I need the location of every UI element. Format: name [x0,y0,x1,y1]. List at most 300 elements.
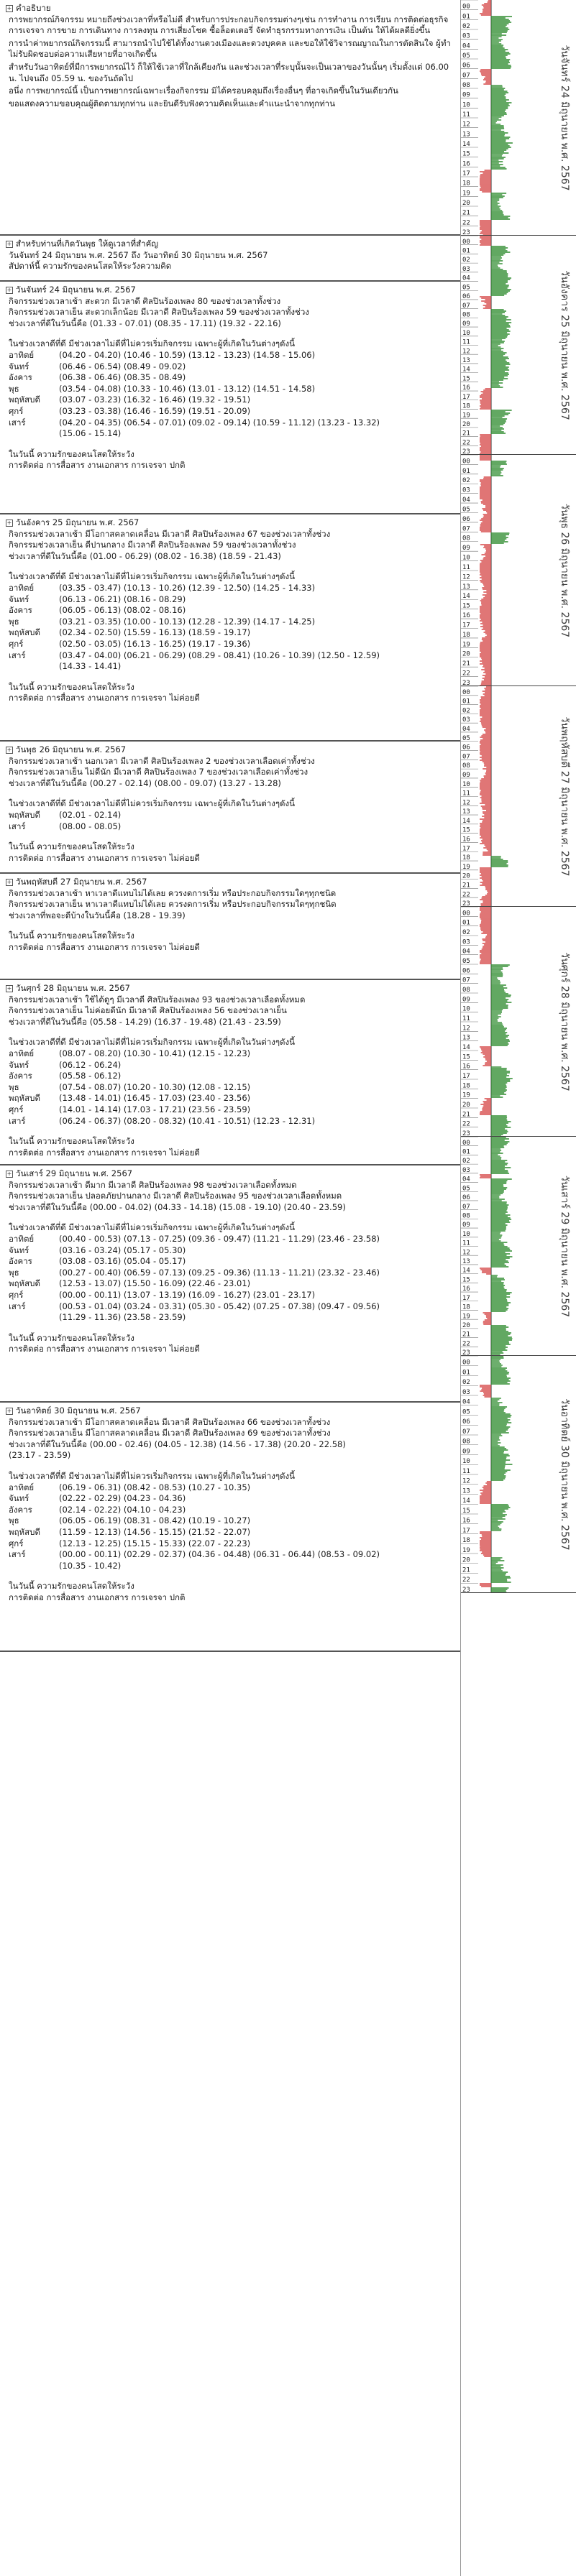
hour-label: 20 [462,199,470,207]
slot-day-name: เสาร์ [9,417,26,428]
hour-label: 21 [462,1331,470,1339]
hour-label: 05 [462,958,470,965]
expand-box-icon[interactable]: + [6,746,12,753]
expand-box-icon[interactable]: + [6,4,12,11]
hour-label: 01 [462,13,470,21]
bad-slot-row [6,1538,456,1550]
day-footer-line: ในวันนี้ ความรักของคนโสดให้ระวัง [9,1136,134,1147]
slot-day-name: จันทร์ [9,594,29,604]
hour-label: 15 [462,375,470,383]
bad-slot-row [6,372,456,384]
hour-label: 14 [462,593,470,601]
slot-day-name: ศุกร์ [9,1538,24,1548]
chart-day-label: วันจันทร์ 24 มิถุนายน พ.ศ. 2567 [559,45,570,191]
hour-label: 04 [462,726,470,734]
slot-day-name: อังคาร [9,372,32,383]
section-title-text: สำหรับท่านที่เกิดวันพุธ ให้ดูเวลาที่สำคัญ [16,239,159,249]
slot-times: (04.20 - 04.20) (10.46 - 10.59) (13.12 - 13.23) (14.58 - 15.06) [59,349,316,360]
slot-day-name: เสาร์ [9,650,26,660]
chart-day-label: วันพฤหัสบดี 27 มิถุนายน พ.ศ. 2567 [559,716,570,877]
bad-slots-heading: ในช่วงเวลาดีที่ดี มีช่วงเวลาไม่ดีที่ไม่ควรเริ่มกิจกรรม เฉพาะผู้ที่เกิดในวันต่างๆดังนี้ [9,1222,295,1233]
hour-label: 19 [462,863,470,871]
hour-label: 02 [462,1158,470,1165]
bad-slot-row [6,1301,456,1313]
spacer [6,562,456,571]
hour-label: 12 [462,1025,470,1033]
hour-label: 12 [462,1477,470,1485]
day-activity-graph [461,1356,576,1593]
bad-slot-row [6,1082,456,1094]
hour-label: 07 [462,1428,470,1436]
slot-times: (04.20 - 04.35) (06.54 - 07.01) (09.02 - 09.14) (10.59 - 11.12) (13.23 - 13.32) [59,417,380,428]
hour-label: 19 [462,1546,470,1554]
slot-times: (12.13 - 12.25) (15.15 - 15.33) (22.07 - 22.23) [59,1538,251,1548]
hour-label: 19 [462,1313,470,1321]
day-title [6,744,456,756]
day-intro-line: ช่วงเวลาที่ดีในวันนี้คือ (01.00 - 06.29) (08.02 - 16.38) (18.59 - 21.43) [9,550,281,561]
slot-day-pad [9,428,59,440]
spacer [6,1571,456,1581]
slot-day-name: อังคาร [9,1504,32,1515]
hour-label: 03 [462,265,470,273]
bad-slot-row [6,1245,456,1257]
slot-day-name: ศุกร์ [9,405,24,416]
day-chart-panel [461,0,576,236]
section-title-text: วันอังคาร 25 มิถุนายน พ.ศ. 2567 [16,517,140,527]
hour-label: 05 [462,52,470,60]
day-footer-line: การติดต่อ การสื่อสาร งานเอกสาร การเจรจา ไม่ค่อยดี [9,693,200,703]
notice-section [0,0,460,236]
hour-label: 18 [462,1303,470,1311]
day-intro-line: ช่วงเวลาที่ดีในวันนี้คือ (00.00 - 02.46) (04.05 - 12.38) (14.56 - 17.38) (20.20 - 22.58) [9,1439,346,1449]
slot-times: (06.12 - 06.24) [59,1059,122,1070]
hour-label: 15 [462,150,470,158]
chart-day-label: วันพุธ 26 มิถุนายน พ.ศ. 2567 [559,503,570,638]
bad-slot-row [6,1116,456,1127]
hour-label: 07 [462,525,470,533]
hour-label: 16 [462,1517,470,1525]
hour-label: 15 [462,1276,470,1284]
slot-day-name: จันทร์ [9,1059,29,1070]
slot-day-name: พฤหัสบดี [9,627,40,638]
spacer [6,673,456,682]
day-chart-panel [461,907,576,1137]
hour-label: 04 [462,1398,470,1406]
hour-label: 09 [462,545,470,553]
bad-slot-row [6,394,456,406]
hour-label: 05 [462,284,470,292]
bad-slot-row [6,1505,456,1516]
hour-label: 18 [462,1082,470,1090]
slot-day-name: พฤหัสบดี [9,394,40,405]
section-title-text: วันอาทิตย์ 30 มิถุนายน พ.ศ. 2567 [16,1405,141,1416]
bad-slot-row [6,1048,456,1060]
hour-label: 17 [462,1294,470,1302]
hour-label: 05 [462,506,470,514]
hour-label: 18 [462,402,470,410]
hour-label: 10 [462,1230,470,1238]
day-section [0,1403,460,1652]
day-section [0,282,460,514]
slot-day-name: อังคาร [9,1071,32,1081]
bad-slot-row [6,1060,456,1071]
hour-label: 21 [462,882,470,890]
hour-label: 17 [462,622,470,629]
day-intro-line: (23.17 - 23.59) [9,1450,71,1461]
notice-paragraph: ขอแสดงความขอบคุณผู้ติดตามทุกท่าน และยินดีรับฟังความคิดเห็นและคำแนะนำจากทุกท่าน [9,98,335,109]
slot-day-name: เสาร์ [9,1549,26,1560]
hour-label: 23 [462,679,470,686]
day-intro-line: กิจกรรมช่วงเวลาเย็น สะดวกเล็กน้อย มีเวลาดี ศิลปินร้องเพลง 59 ของช่วงเวลาทั้งช่วง [9,307,309,318]
bad-slot-row [6,627,456,639]
spacer [6,832,456,841]
hour-label: 12 [462,348,470,356]
slot-times: (08.00 - 08.05) [59,821,122,831]
slot-times: (14.01 - 14.14) (17.03 - 17.21) (23.56 - 23.59) [59,1104,251,1114]
hour-label: 13 [462,1487,470,1495]
hour-label: 15 [462,1507,470,1515]
hour-label: 03 [462,1388,470,1396]
hour-label: 16 [462,836,470,844]
day-intro-line: กิจกรรมช่วงเวลาเช้า นอกเวลา มีเวลาดี ศิลปินร้องเพลง 2 ของช่วงเวลาเลือดเค่าทั้งช่วง [9,755,315,766]
slot-day-name: พฤหัสบดี [9,1526,40,1537]
day-intro-line: กิจกรรมช่วงเวลาเช้า สะดวก มีเวลาดี ศิลปินร้องเพลง 80 ของช่วงเวลาทั้งช่วง [9,295,281,306]
hour-label: 08 [462,762,470,770]
slot-day-name: พฤหัสบดี [9,1278,40,1289]
notice-paragraph: การพยากรณ์กิจกรรม หมายถึงช่วงเวลาที่หรือไม่ดี สำหรับการประกอบกิจกรรมต่างๆเช่น การทำงาน การเรียน การติดต่อธุรกิจ การเจรจา การขาย การเดินทาง การลงทุน การเสี่ยงโชค ซื้อล็อตเตอรี่ จัดทำธุรกรรมทางการเงิน เป็นต้น ให้ได้ผลดียิ่งขึ้น [9,14,449,36]
slot-day-name: อาทิตย์ [9,1482,35,1492]
hour-label: 11 [462,1239,470,1247]
slot-day-name: อังคาร [9,605,32,616]
week-summary-line: วันจันทร์ 24 มิถุนายน พ.ศ. 2567 ถึง วันอาทิตย์ 30 มิถุนายน พ.ศ. 2567 [9,249,268,260]
slot-times: (03.07 - 03.23) (16.32 - 16.46) (19.32 - 19.51) [59,394,251,405]
slot-times: (00.00 - 00.11) (13.07 - 13.19) (16.09 - 16.27) (23.01 - 23.17) [59,1289,316,1300]
forecast-chart-column [461,0,576,2576]
slot-times: (12.53 - 13.07) (15.50 - 16.09) (22.46 - 23.01) [59,1278,251,1289]
hour-label: 00 [462,458,470,466]
day-intro-line: ช่วงเวลาที่ดีในวันนี้คือ (00.00 - 04.02) (04.33 - 14.18) (15.08 - 19.10) (20.40 - 23.59) [9,1201,346,1212]
hour-label: 02 [462,257,470,264]
slot-times: (06.13 - 06.21) (08.16 - 08.29) [59,594,186,604]
notice-paragraph: อนึ่ง การพยากรณ์นี้ เป็นการพยากรณ์เฉพาะเรื่องกิจกรรม มิได้ครอบคลุมถึงเรื่องอื่นๆ ที่อาจเกิดขึ้นในวันเดียวกัน [9,86,398,96]
hour-label: 07 [462,977,470,984]
hour-label: 09 [462,1222,470,1229]
bad-slot-row-cont [6,1561,456,1572]
hour-label: 06 [462,1194,470,1202]
slot-times: (08.07 - 08.20) (10.30 - 10.41) (12.15 - 12.23) [59,1048,251,1058]
slot-day-name: พุธ [9,1267,19,1278]
week-summary-line: สัปดาห์นี้ ความรักของคนโสดให้ระวังความคิด [9,261,172,272]
day-title [6,1405,456,1417]
day-intro-line: กิจกรรมช่วงเวลาเช้า มีโอกาสคลาดเคลื่อน มีเวลาดี ศิลปินร้องเพลง 67 ของช่วงเวลาทั้งช่วง [9,528,331,539]
slot-times: (03.08 - 03.16) (05.04 - 05.17) [59,1256,186,1267]
expand-box-icon[interactable]: + [6,519,12,526]
bad-slots-heading: ในช่วงเวลาดีที่ดี มีช่วงเวลาไม่ดีที่ไม่ควรเริ่มกิจกรรม เฉพาะผู้ที่เกิดในวันต่างๆดังนี้ [9,338,295,349]
bad-slot-row-cont [6,428,456,440]
bad-slot-row [6,1482,456,1494]
day-footer-line: ในวันนี้ ความรักของคนโสดให้ระวัง [9,1581,134,1592]
hour-label: 03 [462,486,470,494]
day-title [6,983,456,994]
day-footer-line: ในวันนี้ ความรักของคนโสดให้ระวัง [9,841,134,852]
day-footer-line: ในวันนี้ ความรักของคนโสดให้ระวัง [9,448,134,459]
hour-label: 12 [462,121,470,129]
hour-label: 02 [462,707,470,715]
bad-slots-heading: ในช่วงเวลาดีที่ดี มีช่วงเวลาไม่ดีที่ไม่ควรเริ่มกิจกรรม เฉพาะผู้ที่เกิดในวันต่างๆดังนี้ [9,798,295,809]
hour-label: 22 [462,1576,470,1584]
day-chart-panel [461,236,576,455]
hour-label: 22 [462,670,470,678]
slot-times: (10.35 - 10.42) [59,1560,122,1571]
slot-times: (14.33 - 14.41) [59,661,122,672]
hour-label: 10 [462,329,470,337]
hour-label: 01 [462,698,470,706]
slot-times: (06.46 - 06.54) (08.49 - 09.02) [59,361,186,371]
day-activity-graph [461,0,576,236]
slot-day-name: จันทร์ [9,1493,29,1504]
hour-label: 13 [462,808,470,816]
hour-label: 15 [462,602,470,610]
hour-label: 19 [462,190,470,198]
hour-label: 13 [462,131,470,139]
day-footer-line: การติดต่อ การสื่อสาร งานเอกสาร การเจรจา ไม่ค่อยดี [9,852,200,863]
day-footer-line: ในวันนี้ ความรักของคนโสดให้ระวัง [9,1332,134,1343]
slot-times: (03.35 - 03.47) (10.13 - 10.26) (12.39 - 12.50) (14.25 - 14.33) [59,582,316,593]
hour-label: 20 [462,420,470,428]
hour-label: 17 [462,1073,470,1080]
hour-label: 06 [462,967,470,975]
hour-label: 00 [462,1139,470,1147]
slot-day-name: ศุกร์ [9,638,24,649]
hour-label: 00 [462,238,470,246]
hour-label: 22 [462,891,470,899]
day-intro-line: กิจกรรมช่วงเวลาเช้า ใช้ได้ดูๆ มีเวลาดี ศิลปินร้องเพลง 93 ของช่วงเวลาเลือดทั้งหมด [9,994,306,1005]
hour-label: 22 [462,439,470,447]
day-intro-line: ช่วงเวลาที่ดีในวันนี้คือ (05.58 - 14.29) (16.37 - 19.48) (21.43 - 23.59) [9,1016,281,1027]
chart-day-label: วันอังคาร 25 มิถุนายน พ.ศ. 2567 [559,270,570,420]
slot-day-name: พฤหัสบดี [9,809,40,820]
hour-label: 20 [462,1556,470,1564]
hour-label: 09 [462,1448,470,1456]
hour-label: 09 [462,771,470,779]
hour-label: 13 [462,583,470,591]
bad-slot-row [6,1104,456,1116]
chart-day-label: วันอาทิตย์ 30 มิถุนายน พ.ศ. 2567 [559,1398,570,1551]
bad-slot-row [6,417,456,429]
slot-day-name: พฤหัสบดี [9,1093,40,1104]
hour-label: 06 [462,1418,470,1426]
hour-label: 10 [462,780,470,788]
slot-times: (02.14 - 02.22) (04.10 - 04.23) [59,1504,186,1515]
bad-slot-row [6,1549,456,1561]
slot-day-name: จันทร์ [9,361,29,371]
day-title [6,877,456,888]
bad-slot-row [6,350,456,361]
hour-label: 23 [462,448,470,455]
hour-label: 14 [462,1044,470,1051]
hour-label: 11 [462,1015,470,1022]
slot-day-pad [9,661,59,673]
hour-label: 17 [462,393,470,401]
hour-label: 05 [462,734,470,742]
hour-label: 22 [462,219,470,227]
day-intro-line: กิจกรรมช่วงเวลาเช้า ดีมาก มีเวลาดี ศิลปินร้องเพลง 98 ของช่วงเวลาเลือดทั้งหมด [9,1179,297,1190]
hour-label: 03 [462,716,470,724]
hour-label: 16 [462,384,470,392]
hour-label: 23 [462,228,470,236]
hour-label: 15 [462,826,470,834]
hour-label: 21 [462,1111,470,1119]
hour-label: 05 [462,1408,470,1416]
day-chart-panel [461,1137,576,1356]
day-activity-graph [461,686,576,907]
hour-label: 23 [462,900,470,907]
day-activity-graph [461,1137,576,1356]
slot-times: (06.19 - 06.31) (08.42 - 08.53) (10.27 - 10.35) [59,1482,251,1492]
spacer [6,1028,456,1037]
day-intro-line: ช่วงเวลาที่พอจะดีบ้างในวันนี้คือ (18.28 - 19.39) [9,910,186,920]
bad-slot-row [6,1278,456,1290]
bad-slot-row-cont [6,661,456,673]
hour-label: 10 [462,554,470,562]
spacer [6,440,456,449]
hour-label: 17 [462,845,470,853]
day-intro-line: กิจกรรมช่วงเวลาเย็น มีโอกาสคลาดเคลื่อน มีเวลาดี ศิลปินร้องเพลง 69 ของช่วงเวลาทั้งช่วง [9,1428,331,1439]
hour-label: 23 [462,1349,470,1356]
hour-label: 17 [462,170,470,177]
day-title [6,1168,456,1180]
day-intro-line: กิจกรรมช่วงเวลาเช้า หาเวลาดีแทบไม่ได้เลย ควรงดการเริ่ม หรือประกอบกิจกรรมใดๆทุกชนิด [9,887,337,898]
day-title [6,285,456,296]
slot-times: (06.38 - 06.46) (08.35 - 08.49) [59,372,186,383]
slot-times: (02.34 - 02.50) (15.59 - 16.13) (18.59 - 19.17) [59,627,251,638]
expand-box-icon[interactable]: + [6,1170,12,1177]
day-title [6,517,456,529]
day-intro-line: กิจกรรมช่วงเวลาเย็น ไม่ค่อยดีนัก มีเวลาดี ศิลปินร้องเพลง 56 ของช่วงเวลาเย็น [9,1005,287,1016]
chart-day-label: วันเสาร์ 29 มิถุนายน พ.ศ. 2567 [559,1175,570,1318]
hour-label: 16 [462,160,470,168]
slot-times: (07.54 - 08.07) (10.20 - 10.30) (12.08 - 12.15) [59,1081,251,1092]
slot-day-name: อาทิตย์ [9,582,35,593]
bad-slot-row [6,1493,456,1505]
day-footer-line: ในวันนี้ ความรักของคนโสดให้ระวัง [9,681,134,692]
slot-times: (00.53 - 01.04) (03.24 - 03.31) (05.30 - 05.42) (07.25 - 07.38) (09.47 - 09.56) [59,1301,380,1311]
week-summary-title [6,239,456,250]
slot-day-name: อาทิตย์ [9,1048,35,1058]
hour-label: 14 [462,1267,470,1275]
hour-label: 23 [462,1586,470,1593]
hour-label: 12 [462,1249,470,1257]
slot-times: (03.54 - 04.08) (10.33 - 10.46) (13.01 - 13.12) (14.51 - 14.58) [59,383,316,394]
hour-label: 19 [462,1091,470,1099]
bad-slot-row [6,594,456,606]
hour-label: 00 [462,3,470,11]
hour-label: 01 [462,919,470,927]
spacer [6,1324,456,1333]
bad-slot-row [6,1527,456,1538]
slot-day-name: อาทิตย์ [9,349,35,360]
bad-slot-row [6,1515,456,1527]
day-footer-line: การติดต่อ การสื่อสาร งานเอกสาร การเจรจา ปกติ [9,460,186,471]
hour-label: 17 [462,1527,470,1535]
day-section [0,874,460,980]
hour-label: 08 [462,535,470,543]
hour-label: 21 [462,1566,470,1574]
hour-label: 16 [462,612,470,620]
day-section [0,980,460,1165]
expand-box-icon[interactable]: + [6,878,12,885]
day-footer-line: การติดต่อ การสื่อสาร งานเอกสาร การเจรจา ไม่ค่อยดี [9,1147,200,1158]
slot-day-name: เสาร์ [9,821,26,831]
section-title-text: วันศุกร์ 28 มิถุนายน พ.ศ. 2567 [16,983,130,993]
spacer [6,789,456,798]
hour-label: 02 [462,22,470,30]
bad-slot-row-cont [6,1312,456,1324]
expand-box-icon[interactable]: + [6,240,12,247]
spacer [6,1213,456,1222]
slot-day-pad [9,1561,59,1572]
expand-box-icon[interactable]: + [6,1407,12,1414]
hour-label: 12 [462,573,470,581]
hour-label: 13 [462,357,470,365]
slot-times: (06.24 - 06.37) (08.20 - 08.32) (10.41 - 10.51) (12.23 - 12.31) [59,1115,316,1126]
hour-label: 01 [462,1148,470,1156]
hour-label: 18 [462,1537,470,1545]
hour-label: 05 [462,1185,470,1193]
bad-slot-row [6,583,456,594]
expand-box-icon[interactable]: + [6,286,12,293]
hour-label: 02 [462,1379,470,1387]
hour-label: 10 [462,1458,470,1466]
week-summary-section [0,236,460,282]
hour-label: 03 [462,32,470,40]
slot-day-name: พุธ [9,383,19,394]
hour-label: 20 [462,1102,470,1109]
bad-slot-row [6,1256,456,1268]
hour-label: 10 [462,1005,470,1013]
hour-label: 07 [462,1203,470,1211]
hour-label: 06 [462,293,470,301]
notice-paragraph: การนำค่าพยากรณ์กิจกรรมนี้ สามารถนำไปใช้ได้ทั้งงานดวงเมืองและดวงบุคคล และขอให้ใช้วิจารณญาณในการตัดสินใจ ผู้ทำไม่รับผิดชอบต่อความเสียหายที่อาจเกิดขึ้น [9,37,451,60]
bad-slots-heading: ในช่วงเวลาดีที่ดี มีช่วงเวลาไม่ดีที่ไม่ควรเริ่มกิจกรรม เฉพาะผู้ที่เกิดในวันต่างๆดังนี้ [9,1470,295,1481]
hour-label: 08 [462,1212,470,1220]
slot-day-name: ศุกร์ [9,1104,24,1114]
slot-day-name: อาทิตย์ [9,1233,35,1244]
day-footer-line: ในวันนี้ ความรักของคนโสดให้ระวัง [9,931,134,941]
slot-times: (02.50 - 03.05) (16.13 - 16.25) (19.17 - 19.36) [59,638,251,649]
section-title-text: วันพุธ 26 มิถุนายน พ.ศ. 2567 [16,744,127,754]
hour-label: 04 [462,497,470,504]
hour-label: 13 [462,1034,470,1042]
bad-slot-row [6,650,456,662]
bad-slot-row [6,406,456,417]
slot-times: (02.01 - 02.14) [59,809,122,820]
day-intro-line: กิจกรรมช่วงเวลาเช้า มีโอกาสคลาดเคลื่อน มีเวลาดี ศิลปินร้องเพลง 66 ของช่วงเวลาทั้งช่วง [9,1416,331,1427]
hour-label: 07 [462,302,470,310]
bad-slot-row [6,1234,456,1245]
hour-label: 21 [462,430,470,438]
slot-day-name: เสาร์ [9,1115,26,1126]
hour-label: 08 [462,311,470,319]
hour-label: 21 [462,660,470,668]
day-section [0,1165,460,1403]
expand-box-icon[interactable]: + [6,984,12,992]
slot-times: (06.05 - 06.19) (08.31 - 08.42) (10.19 - 10.27) [59,1515,251,1526]
hour-label: 18 [462,631,470,639]
hour-label: 10 [462,101,470,109]
day-intro-line: กิจกรรมช่วงเวลาเย็น หาเวลาดีแทบไม่ได้เลย ควรงดการเริ่ม หรือประกอบกิจกรรมใดๆทุกชนิด [9,899,337,910]
day-activity-graph [461,236,576,455]
